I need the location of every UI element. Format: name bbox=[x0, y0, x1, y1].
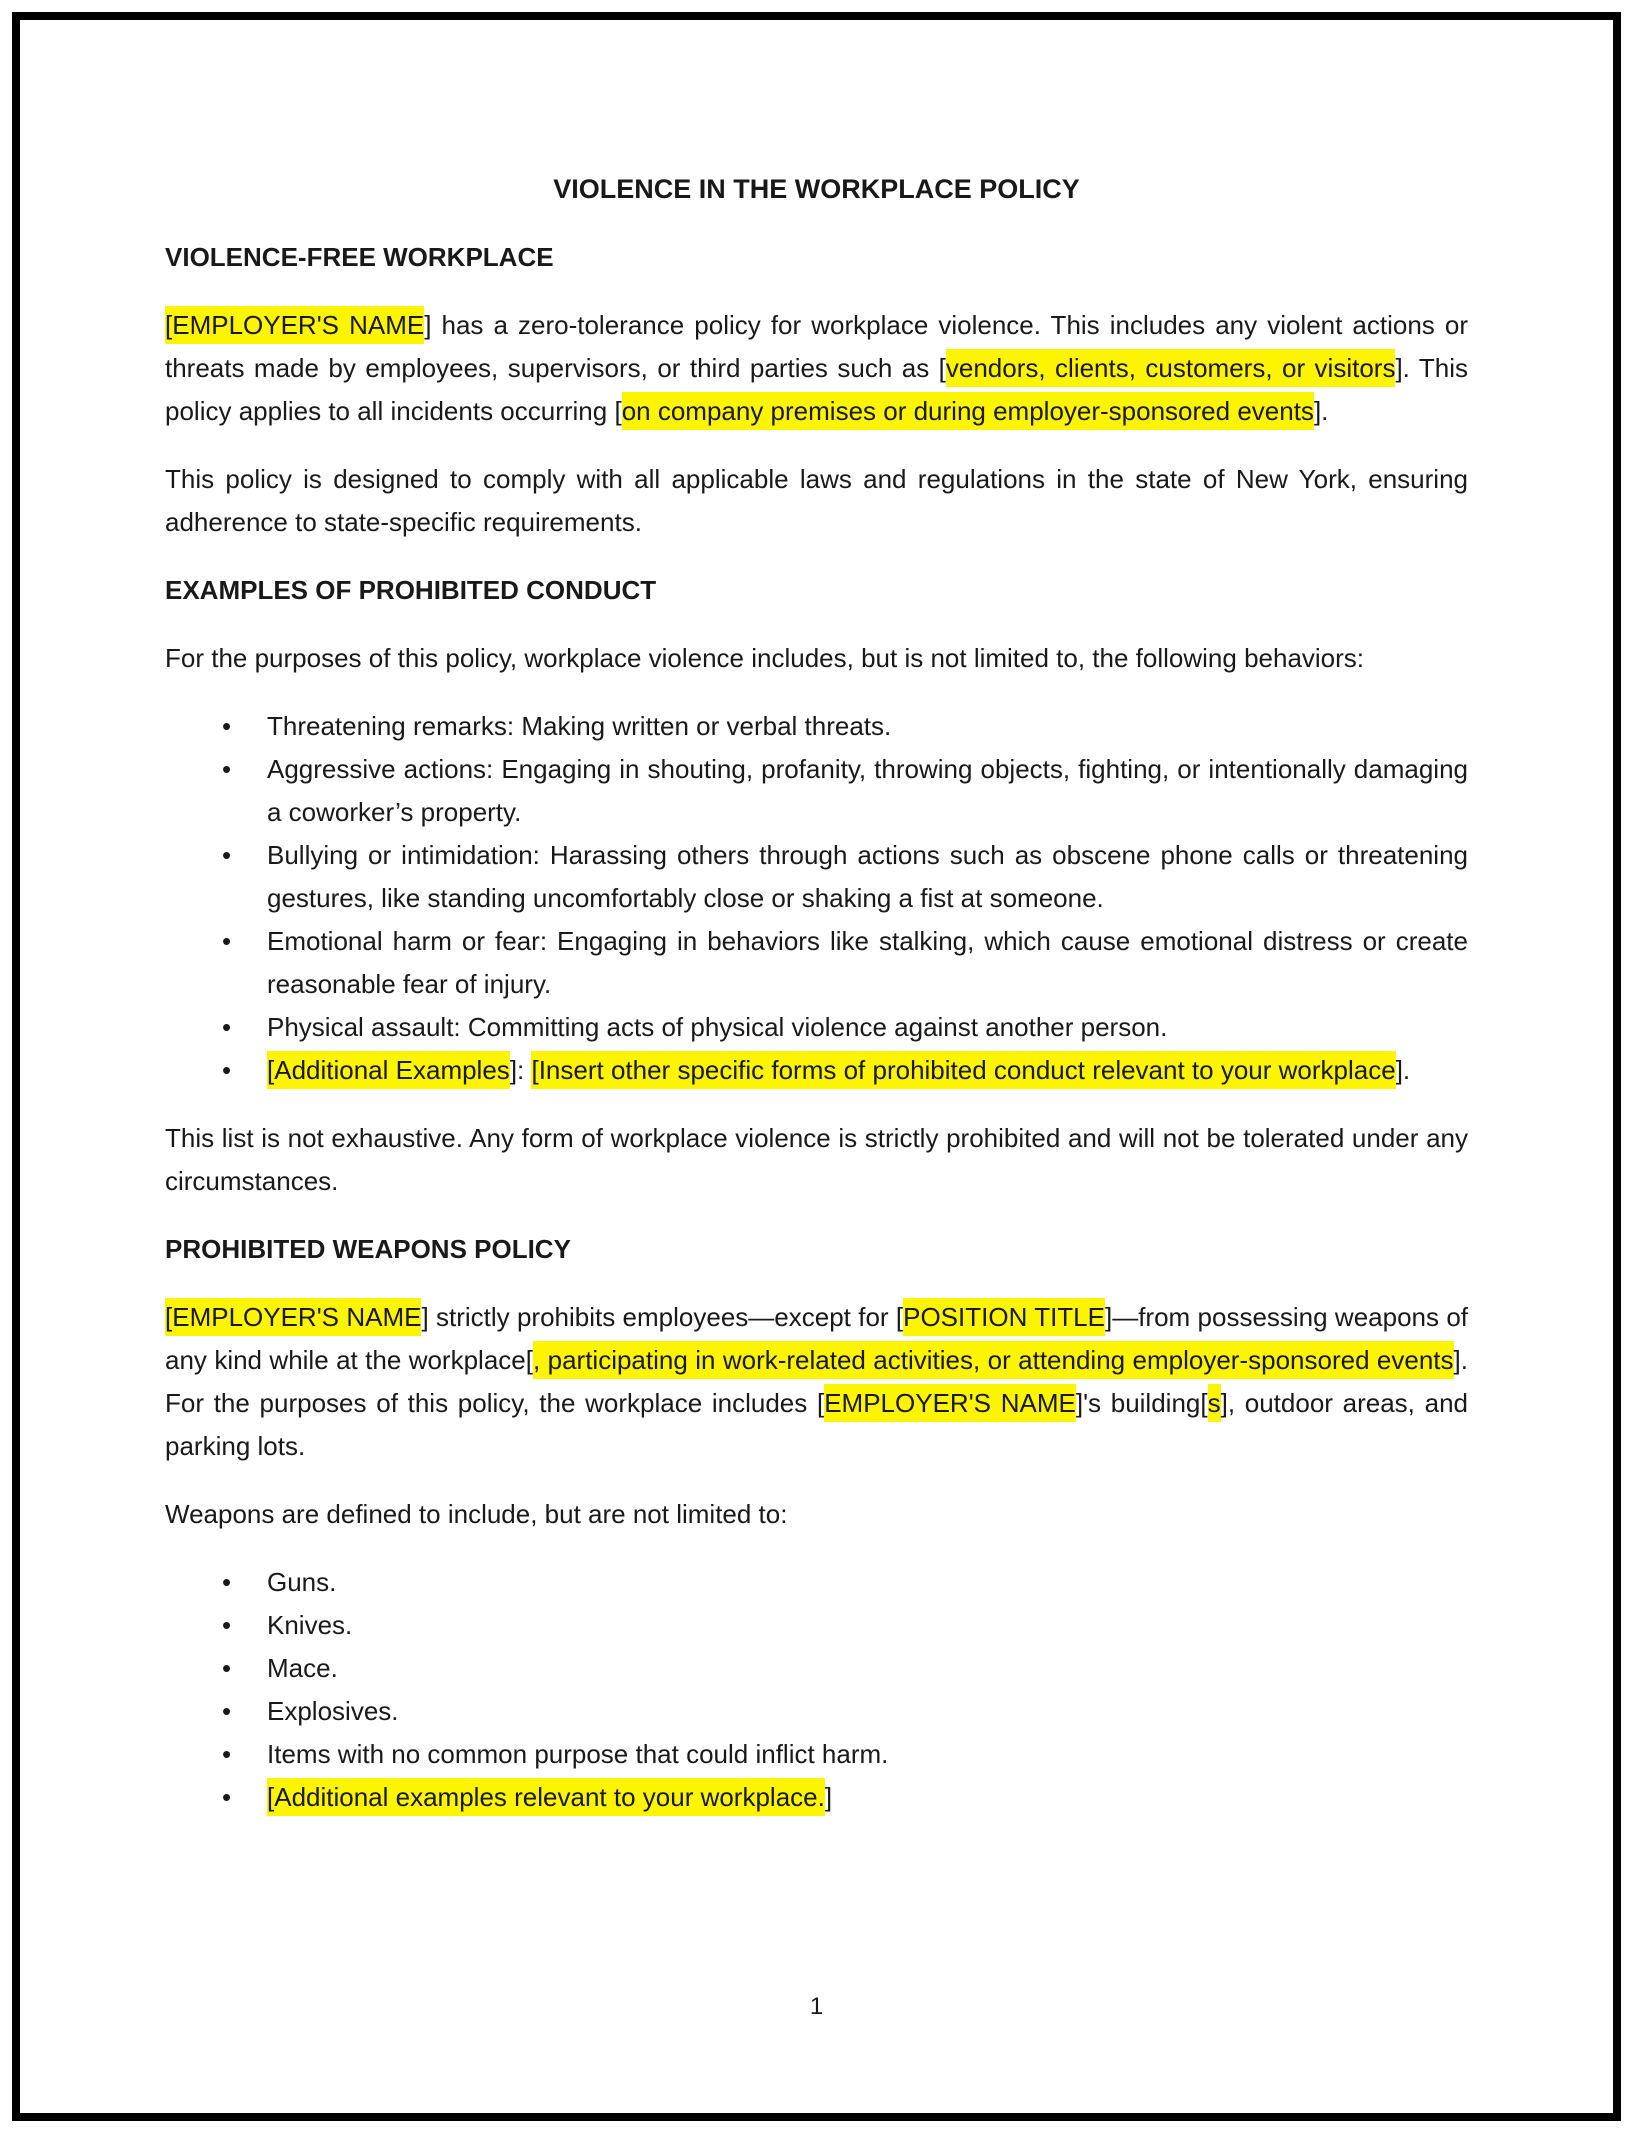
highlighted-text: , participating in work-related activities, or attending employer-sponsored events bbox=[533, 1341, 1454, 1379]
list-item: • Explosives. bbox=[165, 1690, 1468, 1733]
list-item: • [Additional Examples]: [Insert other specific forms of prohibited conduct relevant to your workplace]. bbox=[165, 1049, 1468, 1092]
bullet-list bbox=[165, 1561, 1468, 1819]
list-item: • Aggressive actions: Engaging in shouting, profanity, throwing objects, fighting, or intentionally damaging a coworker’s property. bbox=[165, 748, 1468, 834]
paragraph: [EMPLOYER'S NAME] has a zero-tolerance policy for workplace violence. This includes any violent actions or threats made by employees, supervisors, or third parties such as [vendors, clients, customers, or visitors]. This policy applies to all incidents occurring [on company premises or during employer-sponsored events]. bbox=[165, 304, 1468, 433]
highlighted-text: [Additional Examples bbox=[267, 1051, 510, 1089]
paragraph: [EMPLOYER'S NAME] strictly prohibits employees—except for [POSITION TITLE]—from possessing weapons of any kind while at the workplace[, participating in work-related activities, or attending employer-sponsored events]. For the purposes of this policy, the workplace includes [EMPLOYER'S NAME]'s building[s], outdoor areas, and parking lots. bbox=[165, 1296, 1468, 1468]
highlighted-text: s bbox=[1208, 1384, 1221, 1422]
page-title: VIOLENCE IN THE WORKPLACE POLICY bbox=[553, 174, 1080, 204]
highlighted-text: EMPLOYER'S NAME bbox=[824, 1384, 1076, 1422]
paragraph: This list is not exhaustive. Any form of workplace violence is strictly prohibited and will not be tolerated under any circumstances. bbox=[165, 1123, 1468, 1196]
highlighted-text: [EMPLOYER'S NAME bbox=[165, 306, 424, 344]
list-item: • Items with no common purpose that could inflict harm. bbox=[165, 1733, 1468, 1776]
section-heading: EXAMPLES OF PROHIBITED CONDUCT bbox=[165, 575, 657, 605]
list-item: • [Additional examples relevant to your workplace.] bbox=[165, 1776, 1468, 1819]
list-item: • Physical assault: Committing acts of physical violence against another person. bbox=[165, 1006, 1468, 1049]
list-item: • Bullying or intimidation: Harassing others through actions such as obscene phone calls or threatening gestures, like standing uncomfortably close or shaking a fist at someone. bbox=[165, 834, 1468, 920]
paragraph: Weapons are defined to include, but are not limited to: bbox=[165, 1499, 788, 1529]
list-item: • Knives. bbox=[165, 1604, 1468, 1647]
page-number: 1 bbox=[809, 1993, 824, 2020]
paragraph: This policy is designed to comply with all applicable laws and regulations in the state of New York, ensuring adherence to state-specific requirements. bbox=[165, 464, 1468, 537]
highlighted-text: [Additional examples relevant to your workplace. bbox=[267, 1778, 825, 1816]
document-page bbox=[20, 20, 1613, 2113]
list-item: • Emotional harm or fear: Engaging in behaviors like stalking, which cause emotional distress or create reasonable fear of injury. bbox=[165, 920, 1468, 1006]
list-item: • Threatening remarks: Making written or verbal threats. bbox=[165, 705, 1468, 748]
highlighted-text: vendors, clients, customers, or visitors bbox=[946, 349, 1396, 387]
paragraph: For the purposes of this policy, workplace violence includes, but is not limited to, the following behaviors: bbox=[165, 643, 1365, 673]
section-heading: PROHIBITED WEAPONS POLICY bbox=[165, 1234, 571, 1264]
highlighted-text: [EMPLOYER'S NAME bbox=[165, 1298, 421, 1336]
section-heading: VIOLENCE-FREE WORKPLACE bbox=[165, 242, 554, 272]
document-blocks bbox=[165, 168, 1468, 1819]
bullet-list bbox=[165, 705, 1468, 1092]
list-item: • Guns. bbox=[165, 1561, 1468, 1604]
list-item: • Mace. bbox=[165, 1647, 1468, 1690]
highlighted-text: POSITION TITLE bbox=[903, 1298, 1105, 1336]
highlighted-text: [Insert other specific forms of prohibited conduct relevant to your workplace bbox=[531, 1051, 1395, 1089]
highlighted-text: on company premises or during employer-sponsored events bbox=[622, 392, 1314, 430]
